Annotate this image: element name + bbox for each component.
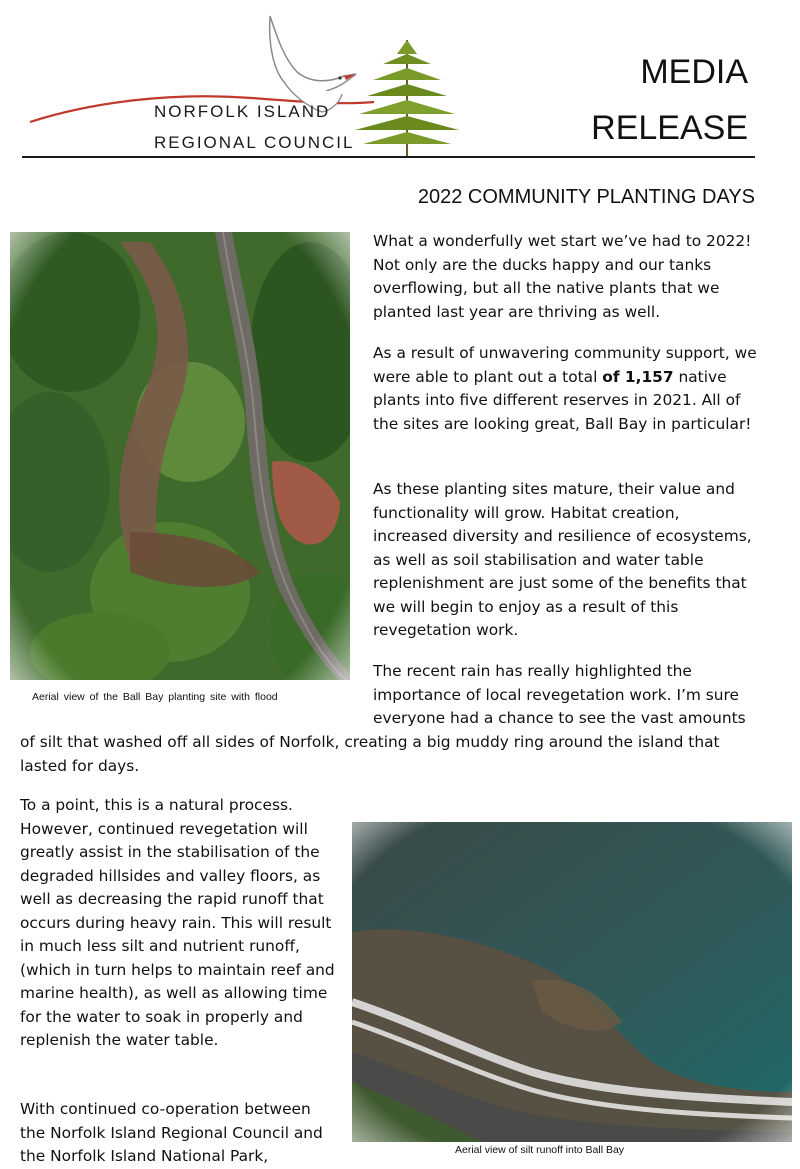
council-logo [22,10,492,160]
headline: 2022 COMMUNITY PLANTING DAYS [417,186,755,208]
paragraph-6: With continued co-operation between the Norfolk Island Regional Council and the Norfolk Island National Park, [20,1100,323,1165]
paragraph-3: As these planting sites mature, their value and functionality will grow. Habitat creation, increased diversity and resilience of ecosystems, as well as soil stabilisation and water table replenishment are just some of the benefits that we will begin to enjoy as a result of this revegetation work. [373,480,752,639]
photo1-caption: Aerial view of the Ball Bay planting site with flood [32,691,278,703]
header-divider [22,156,755,158]
title-line1: MEDIA [640,53,748,91]
paragraph-4-part1: The recent rain has really highlighted the importance of local revegetation work. I’m sure everyone had a chance to see the vast amounts [373,662,746,727]
white-tern-bird-icon [270,16,356,112]
paragraph-1: What a wonderfully wet start we’ve had to 2022! Not only are the ducks happy and our tanks overflowing, but all the native plants that we planted last year are thriving as well. [373,232,752,321]
paragraph-2-bold: of 1,157 [602,367,674,386]
title-line2: RELEASE [591,109,748,147]
logo-text-line1: NORFOLK ISLAND [154,102,331,121]
paragraph-2-text-b: native plants into five different reserves in 2021. All of the sites are looking great, Ball Bay in particular! [373,367,752,433]
paragraph-2 [373,342,757,436]
norfolk-pine-icon [355,40,459,158]
photo2-caption: Aerial view of silt runoff into Ball Bay [455,1144,625,1156]
paragraph-2-text-a: As a result of unwavering community support, we were able to plant out a total [373,344,757,386]
silt-runoff-aerial-photo [352,822,792,1142]
logo-text-line2: REGIONAL COUNCIL [154,133,355,152]
media-release-title [560,44,748,156]
paragraph-4-part2: of silt that washed off all sides of Norfolk, creating a big muddy ring around the island that lasted for days. [20,733,720,775]
ball-bay-aerial-photo [10,232,350,680]
paragraph-5: To a point, this is a natural process. However, continued revegetation will greatly assist in the stabilisation of the degraded hillsides and valley floors, as well as decreasing the rapid runoff that occurs during heavy rain. This will result in much less silt and nutrient runoff, (which in turn helps to maintain reef and marine health), as well as allowing time for the water to soak in properly and replenish the water table. [20,796,335,1049]
